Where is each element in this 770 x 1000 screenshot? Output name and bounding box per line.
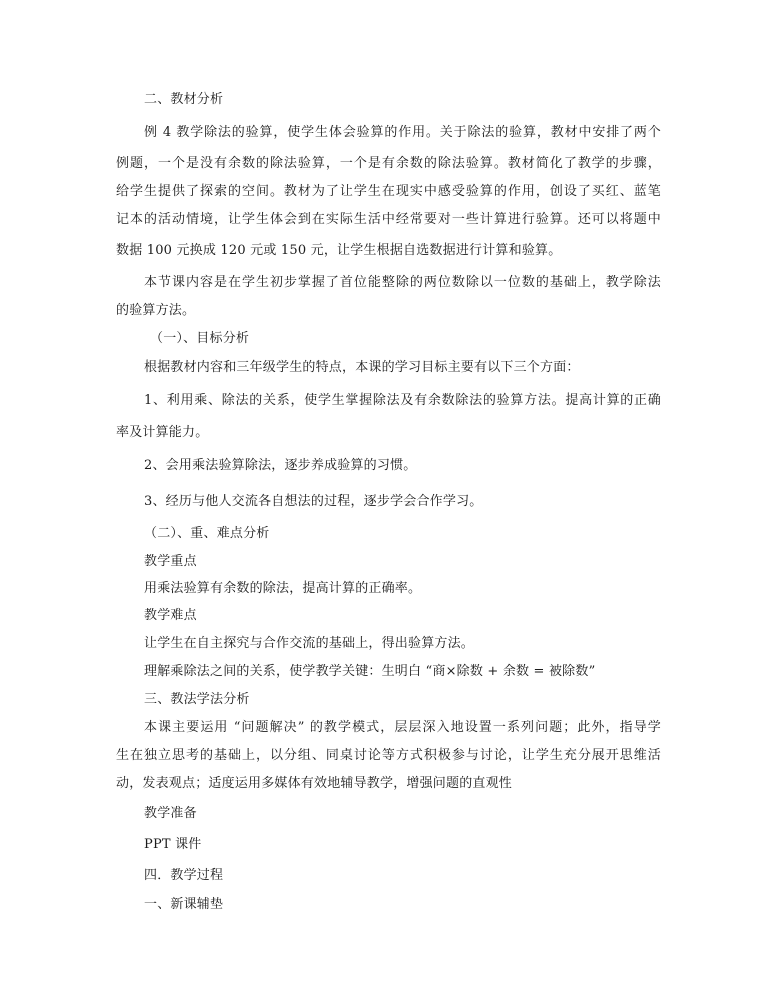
paragraph-line: 给学生提供了探索的空间。教材为了让学生在现实中感受验算的作用，创设了买红、蓝笔 bbox=[116, 184, 661, 199]
paragraph-line: 本节课内容是在学生初步掌握了首位能整除的两位数除以一位数的基础上，教学除法 bbox=[144, 275, 661, 290]
paragraph-line: 理解乘除法之间的关系，使学教学关键：生明白 “商×除数 + 余数 = 被除数” bbox=[144, 664, 596, 679]
subsection-heading-key-points: （二）、重、难点分析 bbox=[144, 526, 270, 541]
goal-item-3: 3、经历与他人交流各自想法的过程，逐步学会合作学习。 bbox=[144, 494, 483, 509]
label-teaching-focus: 教学重点 bbox=[144, 554, 197, 569]
goal-item-2: 2、会用乘法验算除法，逐步养成验算的习惯。 bbox=[144, 458, 417, 473]
paragraph-line: 数据 100 元换成 120 元或 150 元，让学生根据自选数据进行计算和验算。 bbox=[116, 243, 562, 258]
section-heading-teaching-process: 四．教学过程 bbox=[144, 868, 224, 883]
paragraph-line: 率及计算能力。 bbox=[116, 425, 209, 440]
paragraph-line: 本课主要运用 “问题解决” 的教学模式，层层深入地设置一系列问题；此外，指导学 bbox=[144, 720, 661, 735]
paragraph-line: 用乘法验算有余数的除法，提高计算的正确率。 bbox=[144, 581, 422, 596]
goal-item-1: 1、利用乘、除法的关系，使学生掌握除法及有余数除法的验算方法。提高计算的正确 bbox=[144, 393, 661, 408]
paragraph-line: 根据教材内容和三年级学生的特点，本课的学习目标主要有以下三个方面： bbox=[144, 360, 580, 375]
subsection-heading-new-lesson: 一、新课辅垫 bbox=[144, 897, 224, 912]
paragraph-line: 记本的活动情境，让学生体会到在实际生活中经常要对一些计算进行验算。还可以将题中 bbox=[116, 212, 661, 227]
paragraph-line: 例 4 教学除法的验算，使学生体会验算的作用。关于除法的验算，教材中安排了两个 bbox=[144, 125, 661, 140]
paragraph-line: 的验算方法。 bbox=[116, 303, 196, 318]
paragraph-line: 例题，一个是没有余数的除法验算，一个是有余数的除法验算。教材简化了教学的步骤， bbox=[116, 156, 661, 171]
subsection-heading-goal-analysis: （一）、目标分析 bbox=[150, 331, 250, 346]
paragraph-line: 动，发表观点；适度运用多媒体有效地辅导教学，增强问题的直观性 bbox=[116, 776, 513, 791]
label-teaching-preparation: 教学准备 bbox=[144, 806, 197, 821]
paragraph-line: 让学生在自主探究与合作交流的基础上，得出验算方法。 bbox=[144, 636, 475, 651]
label-teaching-difficulty: 教学难点 bbox=[144, 608, 197, 623]
section-heading-teaching-methods: 三、教法学法分析 bbox=[144, 692, 250, 707]
paragraph-line: PPT 课件 bbox=[144, 837, 202, 852]
paragraph-line: 生在独立思考的基础上，以分组、同桌讨论等方式积极参与讨论，让学生充分展开思维活 bbox=[116, 748, 661, 763]
section-heading-textbook-analysis: 二、教材分析 bbox=[144, 92, 224, 107]
